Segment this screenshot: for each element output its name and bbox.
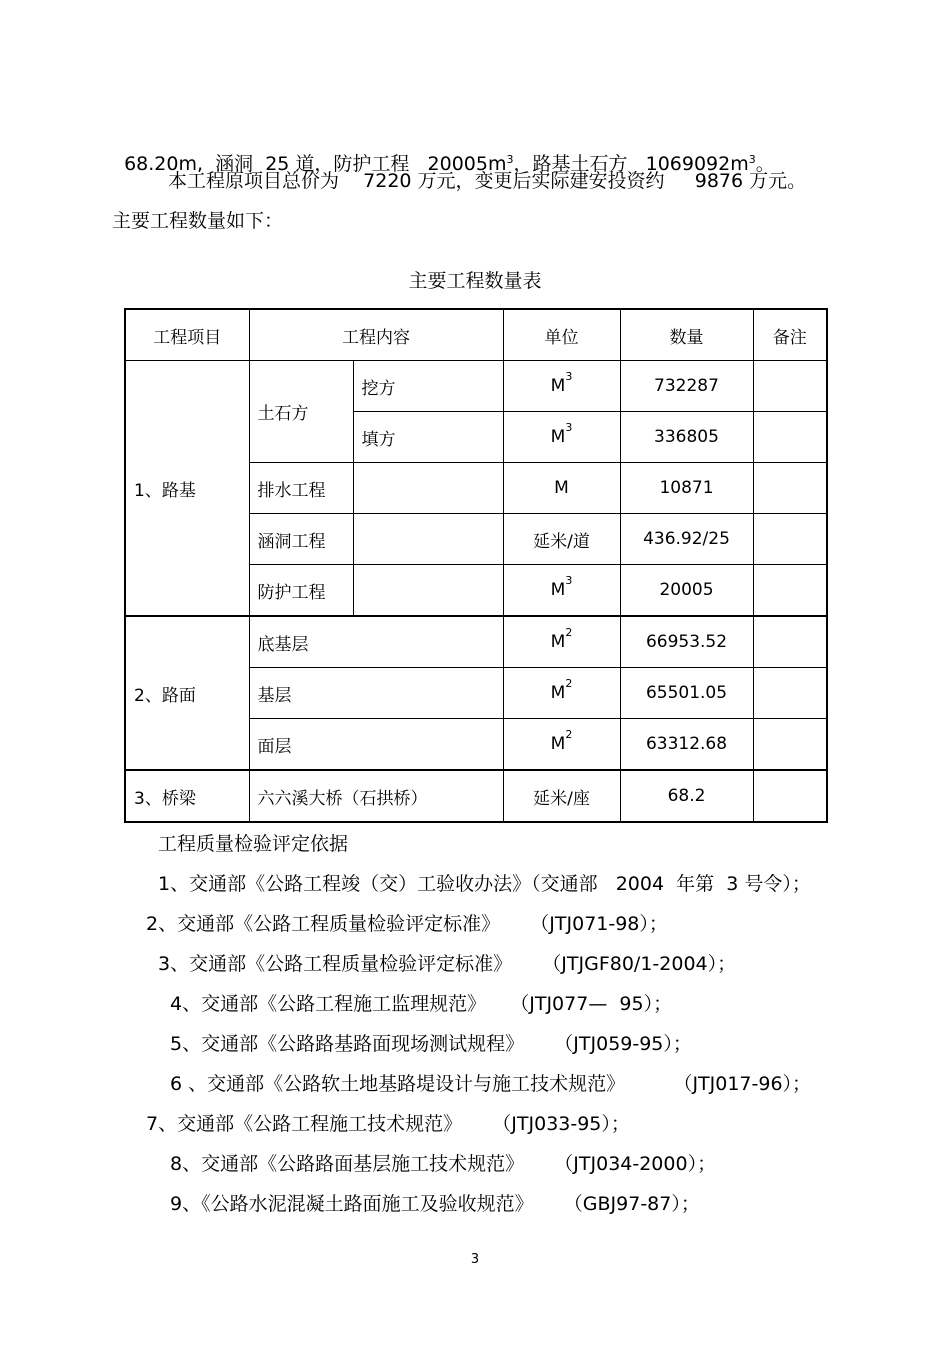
- header-unit: 单位: [503, 309, 620, 361]
- unit-superscript: 3: [565, 421, 573, 434]
- row-note: [753, 361, 827, 412]
- row-note: [753, 463, 827, 514]
- row-detail: 挖方: [353, 361, 503, 412]
- basis-item-2: 2、交通部《公路工程质量检验评定标准》 （JTJ071-98）；: [146, 913, 668, 935]
- row-unit: [503, 412, 620, 463]
- intro-line-2: 本工程原项目总价为 7220 万元，变更后实际建安投资约 9876 万元。: [168, 170, 807, 192]
- row-unit: [503, 719, 620, 771]
- unit-text: M: [550, 427, 566, 447]
- row-quantity: 10871: [620, 463, 753, 514]
- superscript: 3: [506, 153, 514, 166]
- row-note: [753, 565, 827, 617]
- superscript: 3: [748, 153, 756, 166]
- intro-line-1-part-c: 。: [755, 153, 775, 175]
- unit-text: M: [550, 683, 566, 703]
- header-project: 工程项目: [125, 309, 249, 361]
- row-detail: [353, 463, 503, 514]
- group-roadbed: 1、路基: [125, 361, 249, 617]
- row-note: [753, 412, 827, 463]
- row-unit: 延米/道: [503, 514, 620, 565]
- unit-text: M: [550, 632, 566, 652]
- unit-superscript: 2: [565, 677, 573, 690]
- row-sub: 六六溪大桥（石拱桥）: [249, 770, 503, 822]
- table-row: [125, 770, 827, 822]
- row-unit: [503, 361, 620, 412]
- row-quantity: 436.92/25: [620, 514, 753, 565]
- unit-superscript: 2: [565, 728, 573, 741]
- row-note: [753, 770, 827, 822]
- row-unit: 延米/座: [503, 770, 620, 822]
- table-row: [125, 616, 827, 668]
- basis-item-5: 5、交通部《公路路基路面现场测试规程》 （JTJ059-95）；: [170, 1033, 692, 1055]
- table-caption: 主要工程数量表: [408, 270, 542, 292]
- header-note: 备注: [753, 309, 827, 361]
- row-note: [753, 616, 827, 668]
- intro-line-1-part-a: 68.20m, 涵洞 25 道，防护工程 20005m: [124, 153, 507, 175]
- unit-text: M: [550, 376, 566, 396]
- row-note: [753, 719, 827, 771]
- row-quantity: 66953.52: [620, 616, 753, 668]
- group-pavement: 2、路面: [125, 616, 249, 770]
- unit-text: M: [554, 478, 569, 498]
- basis-item-7: 7、交通部《公路工程施工技术规范》 （JTJ033-95）；: [146, 1113, 630, 1135]
- row-sub: 底基层: [249, 616, 503, 668]
- row-note: [753, 514, 827, 565]
- row-detail: 填方: [353, 412, 503, 463]
- unit-superscript: 3: [565, 574, 573, 587]
- header-content: 工程内容: [249, 309, 503, 361]
- row-sub: 排水工程: [249, 463, 353, 514]
- intro-line-3: 主要工程数量如下：: [112, 210, 284, 232]
- unit-superscript: 3: [565, 370, 573, 383]
- row-unit: [503, 463, 620, 514]
- basis-item-3: 3、交通部《公路工程质量检验评定标准》 （JTJGF80/1-2004）；: [158, 953, 737, 975]
- row-detail: [353, 565, 503, 617]
- basis-item-6: 6 、交通部《公路软土地基路堤设计与施工技术规范》 （JTJ017-96）；: [170, 1073, 812, 1095]
- row-quantity: 732287: [620, 361, 753, 412]
- row-quantity: 336805: [620, 412, 753, 463]
- row-sub: 涵洞工程: [249, 514, 353, 565]
- row-unit: [503, 616, 620, 668]
- quantity-table: [124, 308, 828, 823]
- row-sub: 面层: [249, 719, 503, 771]
- row-quantity: 63312.68: [620, 719, 753, 771]
- intro-line-1-part-b: ，路基土石方 1069092m: [513, 153, 749, 175]
- unit-text: M: [550, 580, 566, 600]
- page-number: 3: [470, 1252, 480, 1267]
- row-detail: [353, 514, 503, 565]
- row-note: [753, 668, 827, 719]
- row-unit: [503, 668, 620, 719]
- header-quantity: 数量: [620, 309, 753, 361]
- unit-superscript: 2: [565, 626, 573, 639]
- row-sub: 基层: [249, 668, 503, 719]
- row-sub: 土石方: [249, 361, 353, 463]
- basis-item-1: 1、交通部《公路工程竣（交）工验收办法》（交通部 2004 年第 3 号令）；: [158, 873, 811, 895]
- table-header-row: [125, 309, 827, 361]
- row-quantity: 65501.05: [620, 668, 753, 719]
- basis-item-4: 4、交通部《公路工程施工监理规范》 （JTJ077— 95）；: [170, 993, 673, 1015]
- table-row: [125, 361, 827, 412]
- basis-item-8: 8、交通部《公路路面基层施工技术规范》 （JTJ034-2000）；: [170, 1153, 717, 1175]
- row-sub: 防护工程: [249, 565, 353, 617]
- group-bridge: 3、桥梁: [125, 770, 249, 822]
- basis-title: 工程质量检验评定依据: [158, 833, 349, 855]
- unit-text: M: [550, 734, 566, 754]
- basis-item-9: 9、《公路水泥混凝土路面施工及验收规范》 （GBJ97-87）；: [170, 1193, 700, 1215]
- row-quantity: 20005: [620, 565, 753, 617]
- row-unit: [503, 565, 620, 617]
- row-quantity: 68.2: [620, 770, 753, 822]
